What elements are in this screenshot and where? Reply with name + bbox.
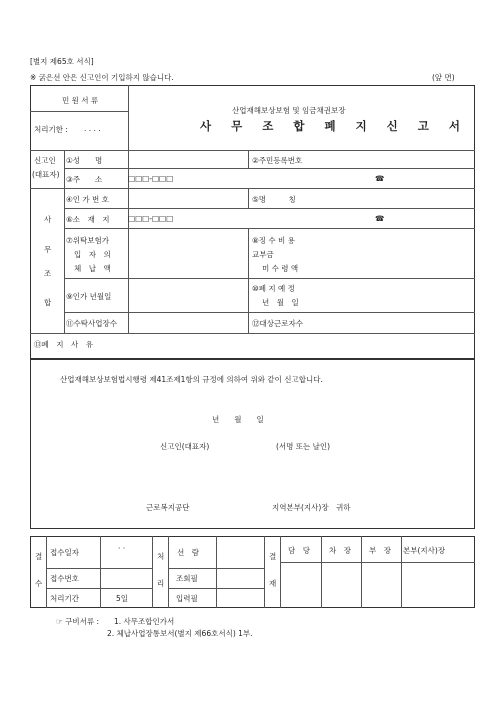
union-name-label: ⑤명 칭: [252, 195, 296, 204]
agency-name: 근로복지공단: [146, 503, 190, 512]
processing-period-value: 5일: [116, 594, 129, 603]
received-number-label: 접수번호: [50, 574, 79, 583]
doc-subtitle: 산업재해보상보험 및 임금채권보장: [232, 106, 346, 115]
approver-manager: 부 장: [369, 546, 391, 555]
reporter-address-value: □□□-□□□: [128, 174, 174, 183]
reporter-group-sub: (대표자): [32, 170, 60, 179]
phone-icon: ☎: [375, 214, 385, 223]
attachments-label: ☞ 구비서류 :: [56, 617, 99, 626]
page-side: (앞 면): [432, 73, 455, 82]
declaration-date: 년 월 일: [212, 415, 264, 424]
doc-title: 사 무 조 합 폐 지 신 고 서: [200, 119, 469, 133]
union-label-char-3: 조: [44, 269, 52, 278]
attachment-item-1: 1. 사무조합인가서: [114, 617, 175, 626]
arrears-label-2: 입 자 의: [74, 250, 111, 259]
process-vertical-1: 처: [157, 552, 165, 561]
declaration-statement: 산업재해보상보험법시행령 제41조제1항의 규정에 의하여 위와 같이 신고합니다.: [60, 375, 323, 384]
branch-recipient: 지역본부(지사)장 귀하: [272, 503, 351, 512]
license-number-label: ④인 가 번 호: [66, 195, 109, 204]
header-note: ※ 굵은선 안은 신고인이 기입하지 않습니다.: [30, 73, 174, 82]
close-date-label-2: 년 월 일: [262, 298, 299, 307]
processing-period-label: 처리기간: [50, 594, 79, 603]
close-date-label-1: ⑩폐 지 예 정: [252, 284, 295, 293]
reporter-signature-label: 신고인(대표자): [160, 442, 210, 451]
uncollected-label-3: 미 수 령 액: [262, 264, 299, 273]
approval-date-label: ⑨인가 년월일: [66, 292, 112, 301]
received-date-label: 접수일자: [50, 548, 79, 557]
process-vertical-2: 리: [157, 579, 165, 588]
reason-label: ⑬폐 지 사 유: [34, 340, 93, 349]
union-label-char-4: 합: [44, 298, 52, 307]
inquiry-label: 조회필: [176, 574, 198, 583]
arrears-label-3: 체 납 액: [74, 264, 111, 273]
arrears-label-1: ⑦위탁보험가: [66, 236, 109, 245]
input-label: 입력필: [176, 594, 198, 603]
union-location-label: ⑥소 재 지: [66, 215, 110, 224]
reporter-address-label: ③주 소: [66, 175, 103, 184]
review-label: 선 람: [177, 548, 199, 557]
receipt-vertical-1: 결: [35, 552, 43, 561]
approver-head: 본부(지사)장: [403, 546, 446, 555]
approver-deputy: 차 장: [329, 546, 351, 555]
reporter-group-label: 신고인: [34, 156, 56, 165]
form-number: [별지 제65호 서식]: [30, 57, 94, 66]
receipt-label: 민 원 서 류: [62, 96, 99, 105]
phone-icon: ☎: [375, 174, 385, 183]
period-dots: . . . .: [84, 124, 101, 133]
approver-staff: 담 당: [288, 546, 310, 555]
attachment-item-2: 2. 체납사업장통보서(별지 제66호서식) 1부.: [107, 629, 253, 638]
workers-label: ⑫대상근로자수: [252, 319, 303, 328]
period-label: 처리기한 :: [34, 125, 68, 134]
uncollected-label-1: ⑧징 수 비 용: [252, 236, 295, 245]
union-label-char-1: 사: [44, 215, 52, 224]
workplaces-label: ⑪수탁사업장수: [66, 319, 117, 328]
reporter-name-label: ①성 명: [66, 156, 103, 165]
reporter-rrn-label: ②주민등록번호: [252, 156, 303, 165]
sign-note: (서명 또는 날인): [276, 442, 331, 451]
union-label-char-2: 무: [44, 245, 52, 254]
uncollected-label-2: 교부금: [252, 250, 274, 259]
approval-vertical-1: 결: [269, 552, 277, 561]
receipt-vertical-2: 수: [35, 579, 43, 588]
union-location-value: □□□-□□□: [128, 214, 174, 223]
received-date-value: · ·: [118, 544, 126, 553]
approval-vertical-2: 재: [269, 579, 277, 588]
